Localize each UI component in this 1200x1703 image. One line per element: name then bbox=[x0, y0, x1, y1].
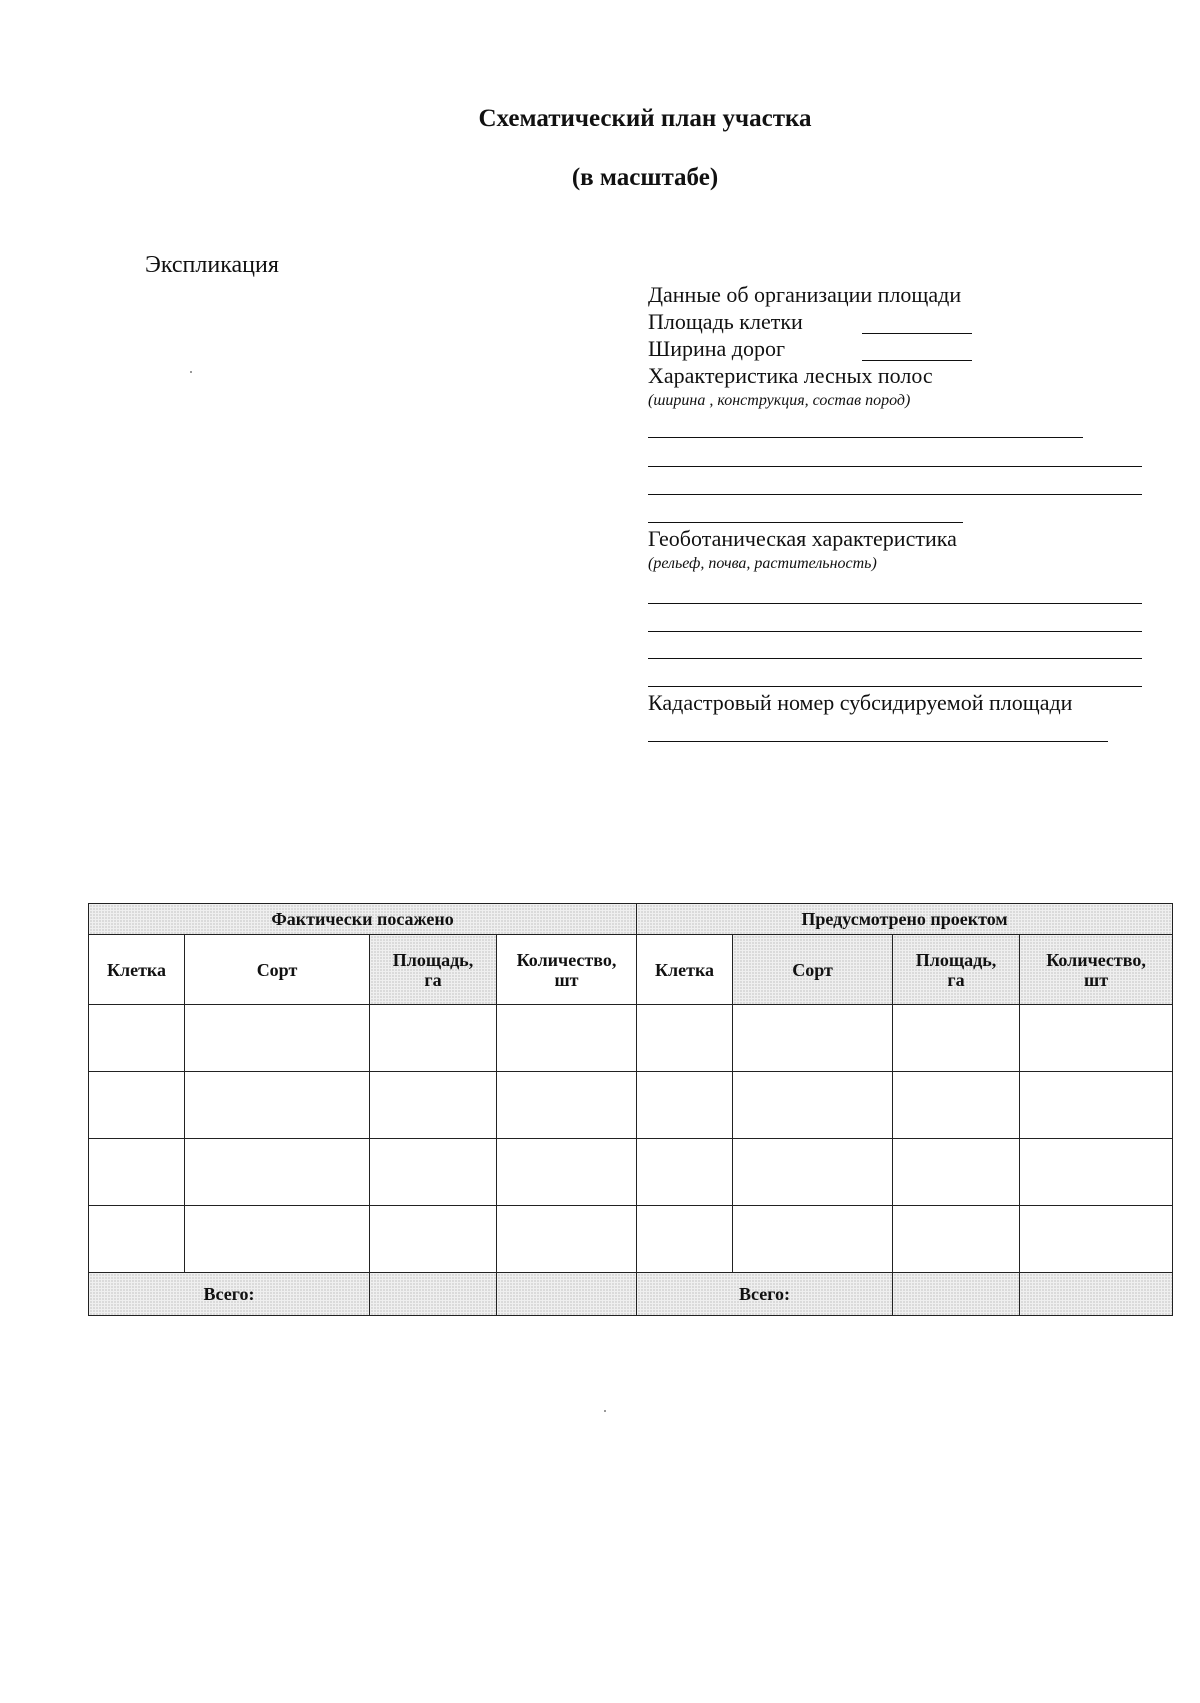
table-cell[interactable] bbox=[893, 1072, 1020, 1139]
col-variety-header: Сорт bbox=[733, 935, 893, 1005]
total-label: Всего: bbox=[89, 1273, 370, 1316]
cadastral-line[interactable] bbox=[648, 741, 1108, 742]
forest-strips-hint: (ширина , конструкция, состав пород) bbox=[648, 392, 911, 409]
total-area-cell[interactable] bbox=[893, 1273, 1020, 1316]
table-cell[interactable] bbox=[89, 1072, 185, 1139]
cell-area-label: Площадь клетки bbox=[648, 309, 803, 334]
table-cell[interactable] bbox=[893, 1206, 1020, 1273]
table-cell[interactable] bbox=[893, 1139, 1020, 1206]
table-cell[interactable] bbox=[497, 1139, 637, 1206]
table-row bbox=[89, 1139, 1173, 1206]
total-label: Всего: bbox=[637, 1273, 893, 1316]
col-cell-header: Клетка bbox=[637, 935, 733, 1005]
road-width-field[interactable] bbox=[862, 360, 972, 361]
table-cell[interactable] bbox=[370, 1005, 497, 1072]
table-cell[interactable] bbox=[1020, 1206, 1173, 1273]
table-cell[interactable] bbox=[733, 1139, 893, 1206]
geobotany-line[interactable] bbox=[648, 603, 1142, 604]
col-count-header: Количество, шт bbox=[1020, 935, 1173, 1005]
table-cell[interactable] bbox=[733, 1206, 893, 1273]
col-cell-header: Клетка bbox=[89, 935, 185, 1005]
table-cell[interactable] bbox=[185, 1206, 370, 1273]
forest-strips-line[interactable] bbox=[648, 522, 963, 523]
table-cell[interactable] bbox=[893, 1005, 1020, 1072]
scan-speck bbox=[190, 371, 192, 373]
table-cell[interactable] bbox=[1020, 1072, 1173, 1139]
col-count-header: Количество, шт bbox=[497, 935, 637, 1005]
total-count-cell[interactable] bbox=[497, 1273, 637, 1316]
total-row bbox=[89, 1273, 1173, 1316]
table-cell[interactable] bbox=[497, 1005, 637, 1072]
table-cell[interactable] bbox=[370, 1206, 497, 1273]
table-cell[interactable] bbox=[637, 1072, 733, 1139]
forest-strips-line[interactable] bbox=[648, 437, 1083, 438]
forest-strips-label: Характеристика лесных полос bbox=[648, 363, 933, 388]
geobotany-line[interactable] bbox=[648, 658, 1142, 659]
table-cell[interactable] bbox=[497, 1072, 637, 1139]
table-cell[interactable] bbox=[733, 1005, 893, 1072]
planting-table bbox=[88, 903, 1173, 1316]
table-cell[interactable] bbox=[637, 1005, 733, 1072]
cadastral-label: Кадастровый номер субсидируемой площади bbox=[648, 690, 1073, 715]
table-cell[interactable] bbox=[1020, 1139, 1173, 1206]
table-cell[interactable] bbox=[733, 1072, 893, 1139]
table-cell[interactable] bbox=[370, 1072, 497, 1139]
geobotany-label: Геоботаническая характеристика bbox=[648, 526, 957, 551]
page-title: Схематический план участка bbox=[478, 105, 812, 132]
table-cell[interactable] bbox=[370, 1139, 497, 1206]
total-area-cell[interactable] bbox=[370, 1273, 497, 1316]
table-cell[interactable] bbox=[185, 1072, 370, 1139]
scan-speck bbox=[604, 1410, 606, 1412]
table-cell[interactable] bbox=[89, 1206, 185, 1273]
forest-strips-line[interactable] bbox=[648, 466, 1142, 467]
table-row bbox=[89, 1005, 1173, 1072]
table-cell[interactable] bbox=[89, 1139, 185, 1206]
table-cell[interactable] bbox=[89, 1005, 185, 1072]
geobotany-hint: (рельеф, почва, растительность) bbox=[648, 555, 877, 572]
total-count-cell[interactable] bbox=[1020, 1273, 1173, 1316]
col-area-header: Площадь, га bbox=[893, 935, 1020, 1005]
table-cell[interactable] bbox=[497, 1206, 637, 1273]
table-cell[interactable] bbox=[637, 1139, 733, 1206]
page-subtitle: (в масштабе) bbox=[571, 164, 719, 191]
area-info-heading: Данные об организации площади bbox=[648, 282, 962, 307]
col-variety-header: Сорт bbox=[185, 935, 370, 1005]
group-project-header: Предусмотрено проектом bbox=[637, 904, 1173, 935]
table-cell[interactable] bbox=[1020, 1005, 1173, 1072]
table-row bbox=[89, 1206, 1173, 1273]
table-cell[interactable] bbox=[637, 1206, 733, 1273]
forest-strips-line[interactable] bbox=[648, 494, 1142, 495]
geobotany-line[interactable] bbox=[648, 686, 1142, 687]
geobotany-line[interactable] bbox=[648, 631, 1142, 632]
table-cell[interactable] bbox=[185, 1139, 370, 1206]
group-planted-header: Фактически посажено bbox=[89, 904, 637, 935]
table-cell[interactable] bbox=[185, 1005, 370, 1072]
table-row bbox=[89, 1072, 1173, 1139]
road-width-label: Ширина дорог bbox=[648, 336, 785, 361]
cell-area-field[interactable] bbox=[862, 333, 972, 334]
explication-label: Экспликация bbox=[145, 252, 279, 278]
col-area-header: Площадь, га bbox=[370, 935, 497, 1005]
